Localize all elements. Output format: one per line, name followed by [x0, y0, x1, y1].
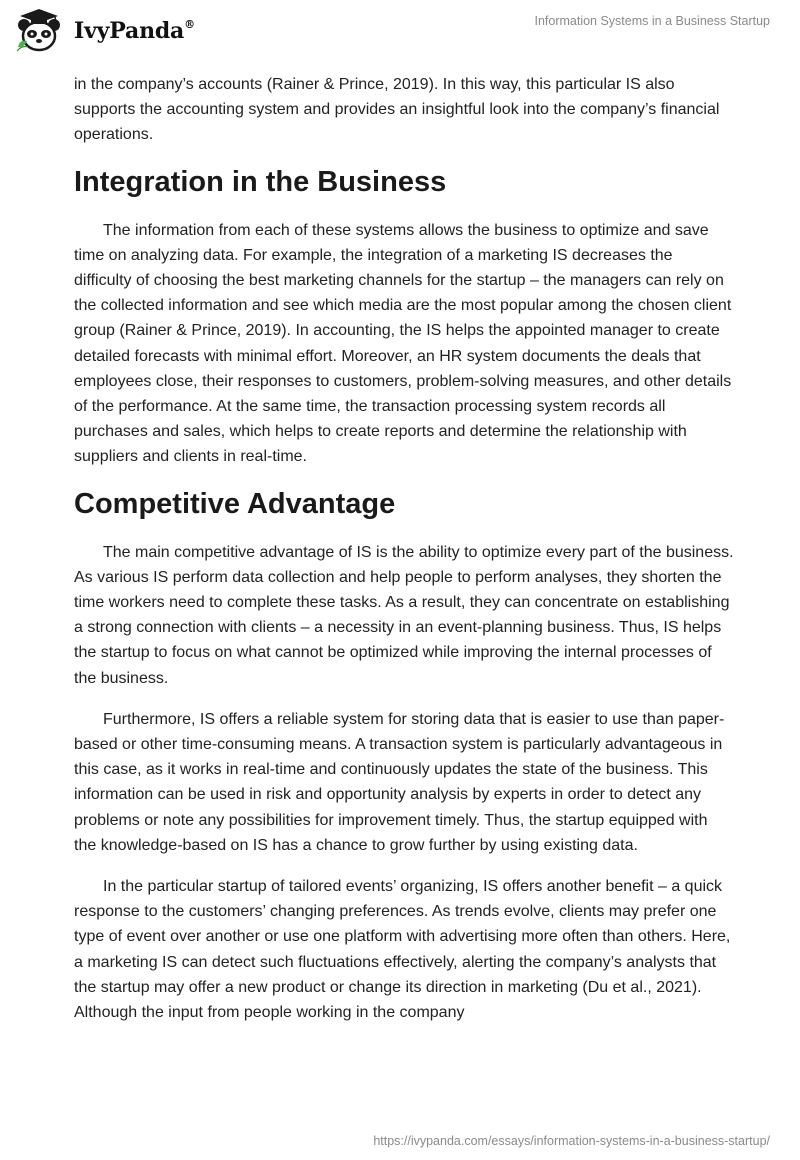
source-url[interactable]: https://ivypanda.com/essays/information-systems-in-a-business-startup/ — [373, 1134, 770, 1148]
paragraph-competitive-1: The main competitive advantage of IS is the ability to optimize every part of the business. As various IS perform data collection and help people to perform analyses, they shorten the time workers need to complete these tasks. As a result, they can concentrate on establishing a strong connection with clients – a necessity in an event-planning business. Thus, IS helps the startup to focus on what cannot be optimized while improving the internal processes of the business. — [74, 543, 734, 687]
essay-body — [74, 72, 734, 1041]
paragraph-competitive-2: Furthermore, IS offers a reliable system for storing data that is easier to use than paper-based or other time-consuming means. A transaction system is particularly advantageous in this case, as it works in real-time and continuously updates the state of the business. This information can be used in risk and opportunity analysis by experts in order to detect any problems or note any possibilities for improvement timely. Thus, the startup equipped with the knowledge-based on IS has a chance to grow further by using existing data. — [74, 710, 725, 854]
paragraph-integration-1: The information from each of these systems allows the business to optimize and save time on analyzing data. For example, the integration of a marketing IS decreases the difficulty of choosing the best marketing channels for the startup – the managers can rely on the collected information and see which media are the most popular among the chosen client group (Rainer & Prince, 2019). In accounting, the IS helps the appointed manager to create detailed forecasts with minimal effort. Moreover, an HR system documents the deals that employees close, their responses to customers, problem-solving measures, and other details of the performance. At the same time, the transaction processing system records all purchases and sales, which helps to create reports and determine the relationship with suppliers and clients in real-time. — [74, 221, 732, 466]
document-title: Information Systems in a Business Startup — [534, 14, 770, 28]
section-heading-integration: Integration in the Business — [74, 165, 447, 198]
intro-paragraph: in the company’s accounts (Rainer & Prince, 2019). In this way, this particular IS also supports the accounting system and provides an insightful look into the company’s financial operations. — [74, 76, 720, 144]
brand-registered-mark: ® — [184, 17, 195, 31]
panda-graduate-icon[interactable] — [14, 7, 64, 53]
brand-text: IvyPanda — [74, 18, 185, 44]
paragraph-competitive-3: In the particular startup of tailored events’ organizing, IS offers another benefit – a quick response to the customers’ changing preferences. As trends evolve, clients may prefer one type of event over another or use one platform with advertising more often than others. Here, a marketing IS can detect such fluctuations effectively, alerting the company’s analysts that the startup may offer a new product or change its direction in marketing (Du et al., 2021). Although the input from people working in the company — [74, 878, 731, 1022]
brand-name[interactable] — [74, 18, 195, 44]
section-heading-competitive-advantage: Competitive Advantage — [74, 487, 396, 520]
page-header — [0, 0, 800, 60]
